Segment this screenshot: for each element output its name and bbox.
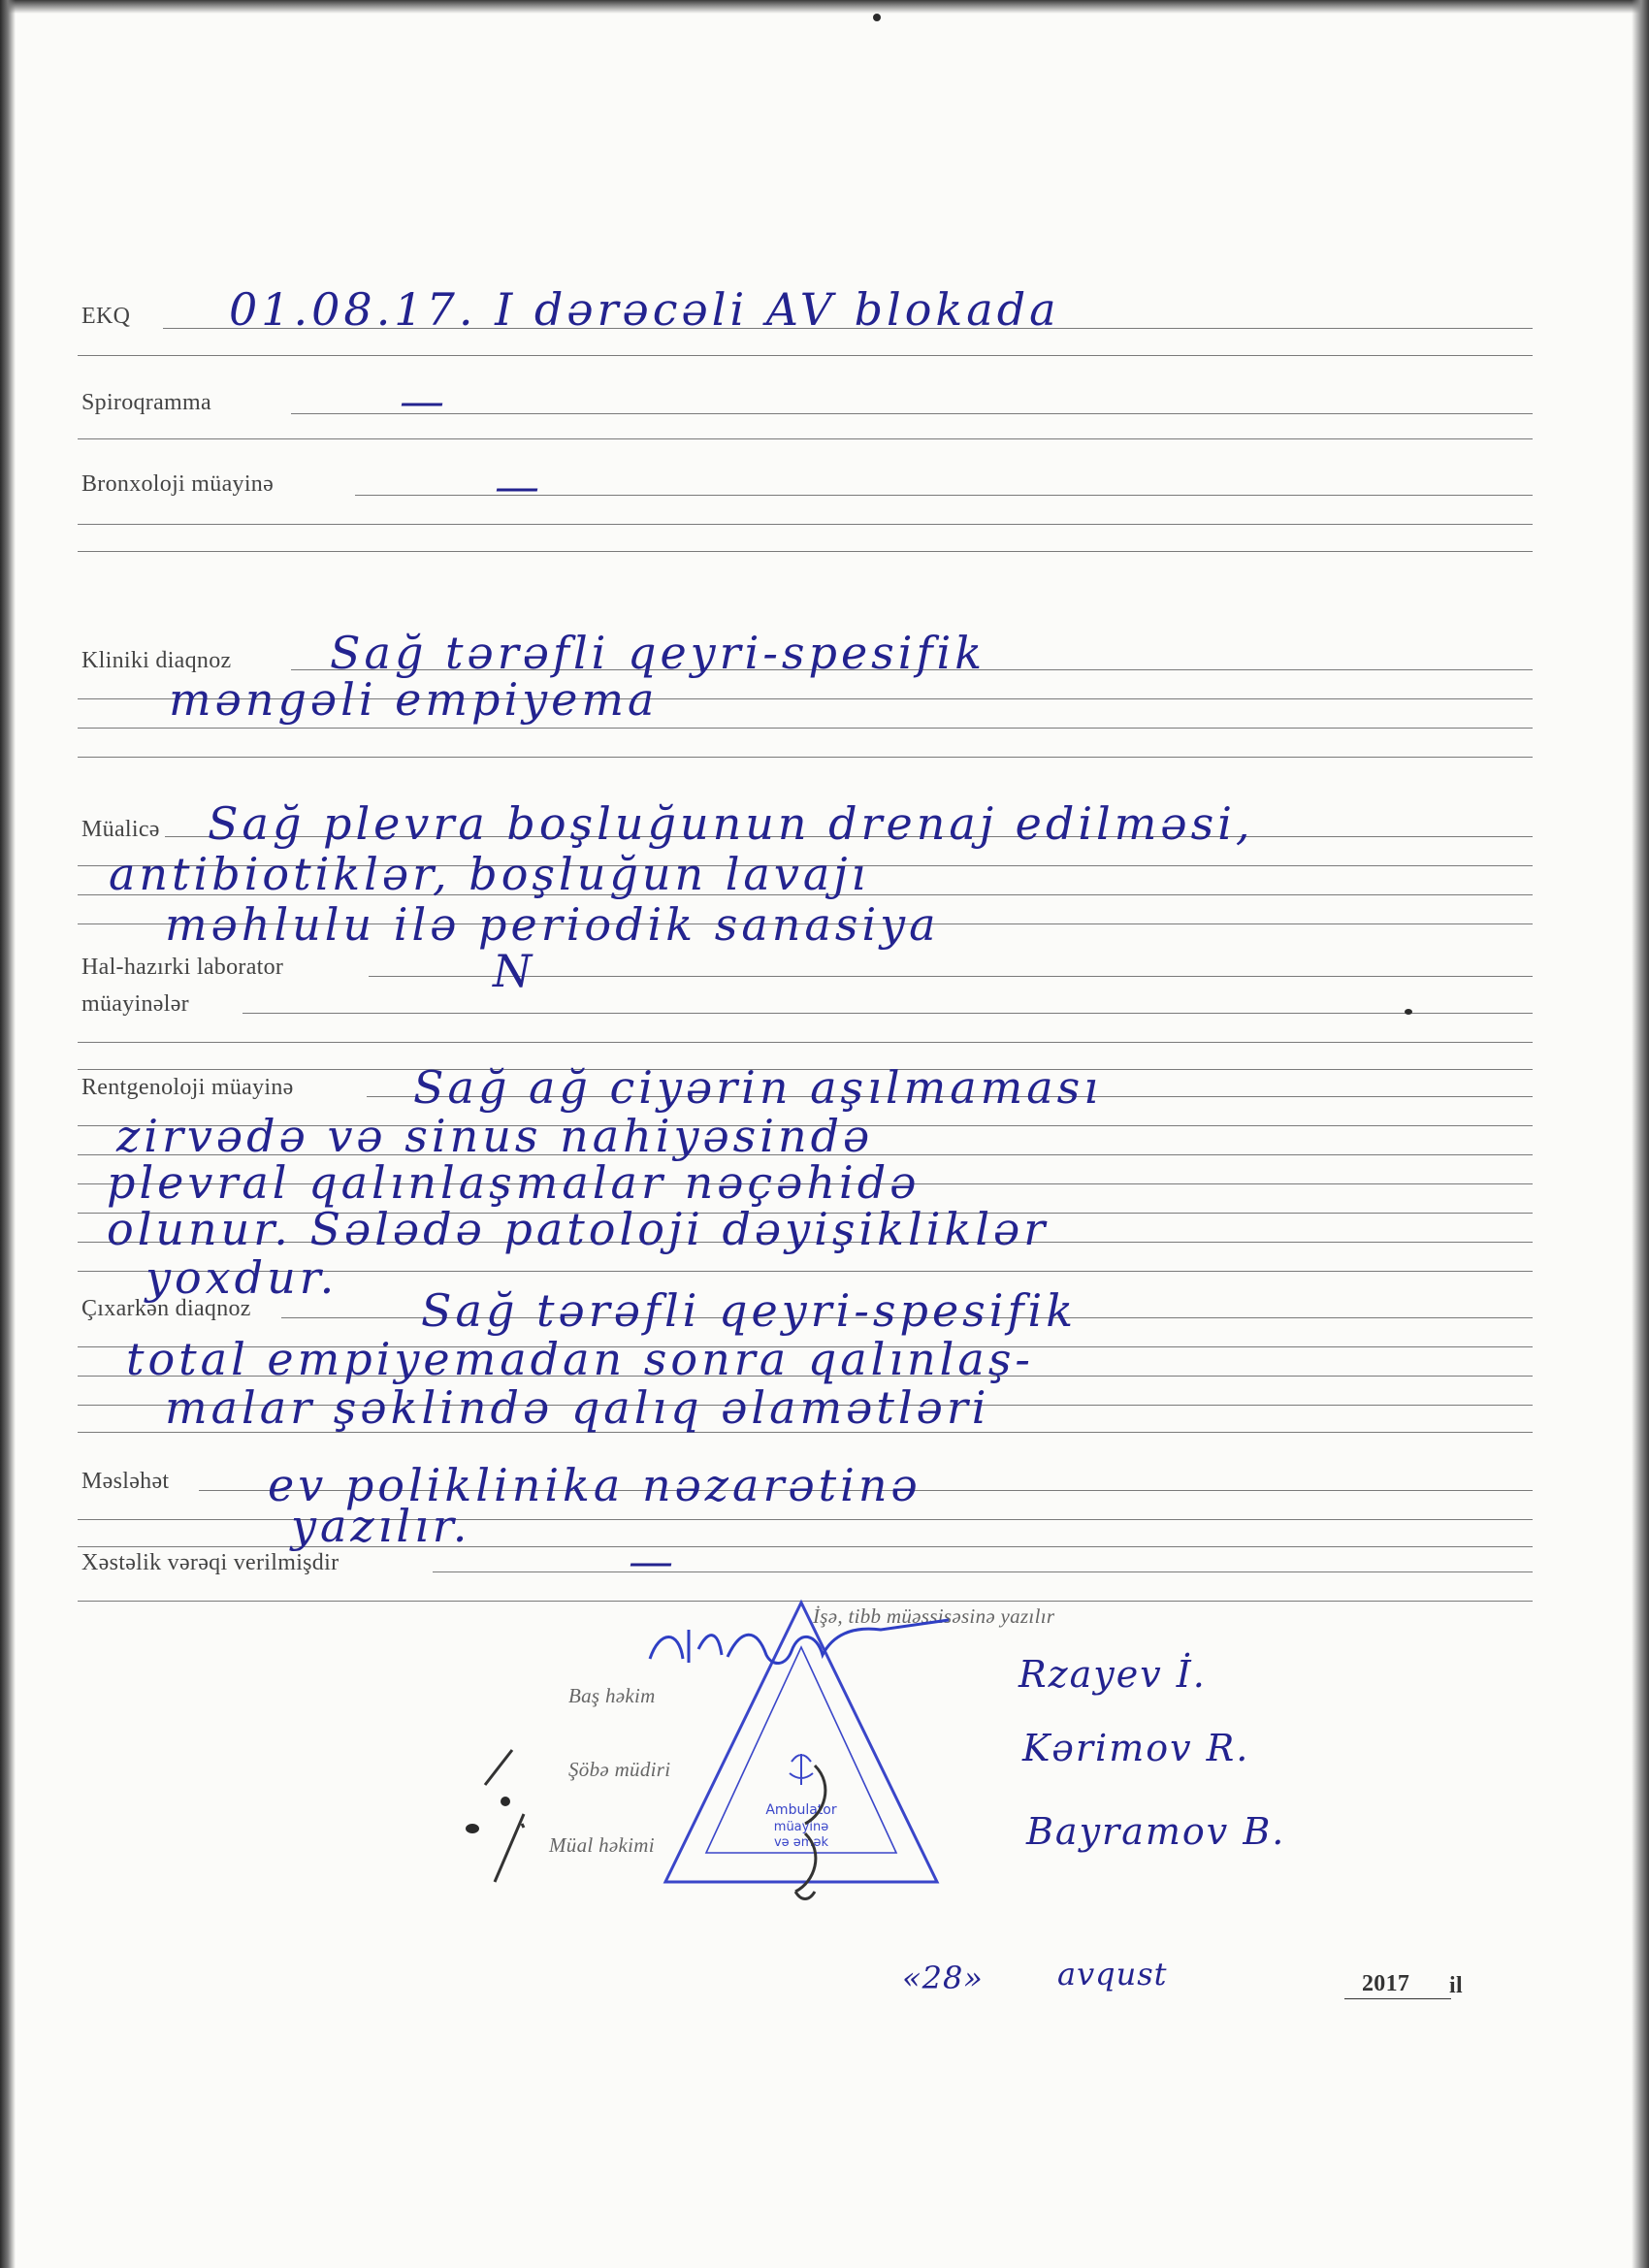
- value-sick-leave: —: [629, 1535, 677, 1587]
- label-xray: Rentgenoloji müayinə: [81, 1075, 294, 1100]
- label-discharge-diagnosis: Çıxarkən diaqnoz: [81, 1296, 251, 1321]
- label-bronchological: Bronxoloji müayinə: [81, 471, 275, 497]
- date-day: «28»: [902, 1960, 984, 1996]
- value-lab-current: N: [493, 945, 536, 997]
- value-treatment-1: Sağ plevra boşluğunun drenaj edilməsi,: [208, 797, 1254, 850]
- signature-head-dept-name: Kərimov R.: [1022, 1727, 1250, 1769]
- label-recommendation: Məsləhət: [81, 1469, 170, 1494]
- value-xray-1: Sağ ağ ciyərin aşılmaması: [413, 1061, 1102, 1114]
- date-suffix: il: [1449, 1973, 1463, 1998]
- signature-scribbles: [466, 1717, 873, 1969]
- svg-text:və əmək: və əmək: [773, 1835, 829, 1850]
- value-clinical-diagnosis-1: Sağ tərəfli qeyri-spesifik: [330, 627, 986, 679]
- ink-speck: [466, 1824, 479, 1833]
- date-year: 2017: [1362, 1971, 1410, 1996]
- ink-speck: [873, 14, 881, 21]
- scan-edge-left: [0, 0, 16, 2268]
- value-treatment-3: məhlulu ilə periodik sanasiya: [165, 898, 940, 951]
- value-recommendation-2: yazılır.: [291, 1500, 471, 1552]
- ink-speck: [1405, 1009, 1412, 1015]
- value-ekg: 01.08.17. I dərəcəli AV blokada: [229, 283, 1060, 336]
- value-xray-5: yoxdur.: [146, 1251, 339, 1304]
- label-lab-current: Hal-hazırki laborator: [81, 955, 284, 980]
- value-discharge-diagnosis-3: malar şəklində qalıq əlamətləri: [165, 1381, 990, 1434]
- label-attending-doctor: Müal həkimi: [549, 1833, 655, 1857]
- stamp-scribble-signature: [640, 1610, 989, 1688]
- signature-attending-name: Bayramov B.: [1026, 1810, 1286, 1853]
- svg-text:Ambulator: Ambulator: [765, 1802, 837, 1818]
- value-xray-3: plevral qalınlaşmalar nəçəhidə: [107, 1156, 921, 1209]
- signature-chief-name: Rzayev İ.: [1018, 1653, 1207, 1696]
- ink-speck: [501, 1797, 510, 1806]
- value-spirogram: —: [400, 374, 448, 427]
- date-month: avqust: [1057, 1956, 1168, 1993]
- label-clinical-diagnosis: Kliniki diaqnoz: [81, 648, 232, 673]
- label-chief-doctor: Baş həkim: [568, 1684, 656, 1707]
- value-discharge-diagnosis-1: Sağ tərəfli qeyri-spesifik: [421, 1284, 1078, 1337]
- date-year-underline: [1344, 1998, 1451, 1999]
- value-xray-4: olunur. Sələdə patoloji dəyişikliklər: [107, 1203, 1050, 1255]
- value-bronchological: —: [495, 460, 543, 512]
- label-lab-current-2: müayinələr: [81, 991, 189, 1017]
- svg-text:müayinə: müayinə: [773, 1820, 829, 1834]
- value-clinical-diagnosis-2: məngəli empiyema: [169, 673, 659, 726]
- label-spirogram: Spiroqramma: [81, 390, 211, 415]
- value-treatment-2: antibiotiklər, boşluğun lavajı: [109, 848, 870, 900]
- label-ekg: EKQ: [81, 304, 131, 329]
- scan-edge-right: [1632, 0, 1649, 2268]
- note-work-institution: İşə, tibb müəssisəsinə yazılır: [813, 1604, 1055, 1628]
- value-xray-2: zirvədə və sinus nahiyəsində: [116, 1110, 874, 1162]
- label-head-department: Şöbə müdiri: [568, 1758, 671, 1781]
- label-sick-leave: Xəstəlik vərəqi verilmişdir: [81, 1550, 340, 1575]
- value-discharge-diagnosis-2: total empiyemadan sonra qalınlaş-: [126, 1333, 1034, 1385]
- scan-edge-top: [0, 0, 1649, 14]
- label-treatment: Müalicə: [81, 817, 160, 842]
- value-recommendation-1: ev poliklinika nəzarətinə: [268, 1459, 922, 1511]
